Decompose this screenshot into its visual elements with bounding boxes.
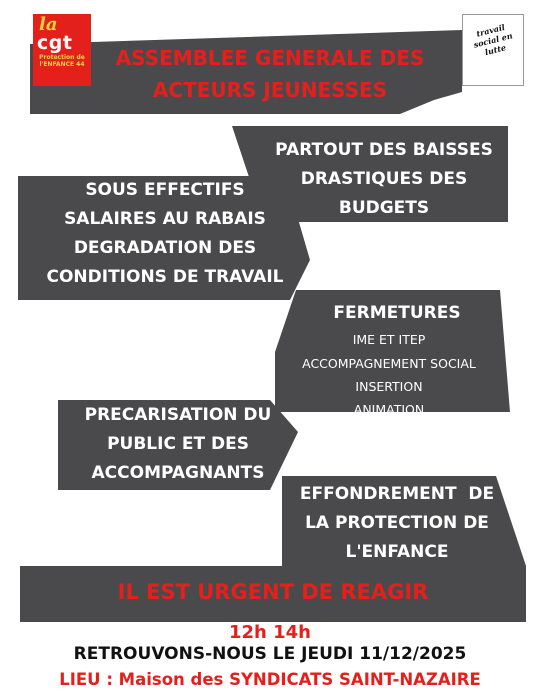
effondrement-line-2: LA PROTECTION DE bbox=[305, 513, 489, 533]
title-line-2: ACTEURS JEUNESSES bbox=[152, 78, 388, 102]
logo-right-text: travail social en lutte bbox=[472, 21, 514, 58]
budgets-line-3: BUDGETS bbox=[338, 198, 430, 218]
urgent-banner: IL EST URGENT DE REAGIR bbox=[117, 580, 429, 604]
logo-la-text: la bbox=[39, 14, 58, 35]
fermetures-item-4: ANIMATION bbox=[353, 402, 425, 417]
meeting-time: 12h 14h bbox=[229, 622, 311, 643]
meeting-location: LIEU : Maison des SYNDICATS SAINT-NAZAIRE bbox=[59, 670, 481, 689]
fermetures-item-3: INSERTION bbox=[355, 379, 423, 394]
effectifs-line-4: CONDITIONS DE TRAVAIL bbox=[46, 267, 284, 287]
budgets-line-2: DRASTIQUES DES bbox=[300, 169, 468, 189]
effectifs-line-2: SALAIRES AU RABAIS bbox=[64, 209, 266, 229]
precarisation-line-2: PUBLIC ET DES bbox=[107, 434, 249, 454]
logo-cgt-text: cgt bbox=[37, 32, 73, 54]
title-line-1: ASSEMBLEE GENERALE DES bbox=[115, 46, 425, 70]
precarisation-line-1: PRECARISATION DU bbox=[84, 405, 272, 425]
effondrement-line-3: L'ENFANCE bbox=[345, 542, 449, 562]
budgets-line-1: PARTOUT DES BAISSES bbox=[275, 140, 493, 160]
cgt-logo bbox=[33, 14, 91, 86]
fermetures-item-1: IME ET ITEP bbox=[352, 332, 426, 347]
effectifs-line-1: SOUS EFFECTIFS bbox=[85, 180, 245, 200]
meeting-date: RETROUVONS-NOUS LE JEUDI 11/12/2025 bbox=[73, 644, 467, 664]
effectifs-line-3: DEGRADATION DES bbox=[73, 238, 257, 258]
fermetures-item-2: ACCOMPAGNEMENT SOCIAL bbox=[302, 356, 476, 371]
precarisation-line-3: ACCOMPAGNANTS bbox=[91, 463, 265, 483]
logo-sub-text: Protection de l'ENFANCE 44 bbox=[39, 54, 85, 68]
fermetures-title: FERMETURES bbox=[333, 303, 461, 323]
effondrement-line-1: EFFONDREMENT DE bbox=[299, 484, 495, 504]
travail-social-logo bbox=[462, 14, 524, 86]
